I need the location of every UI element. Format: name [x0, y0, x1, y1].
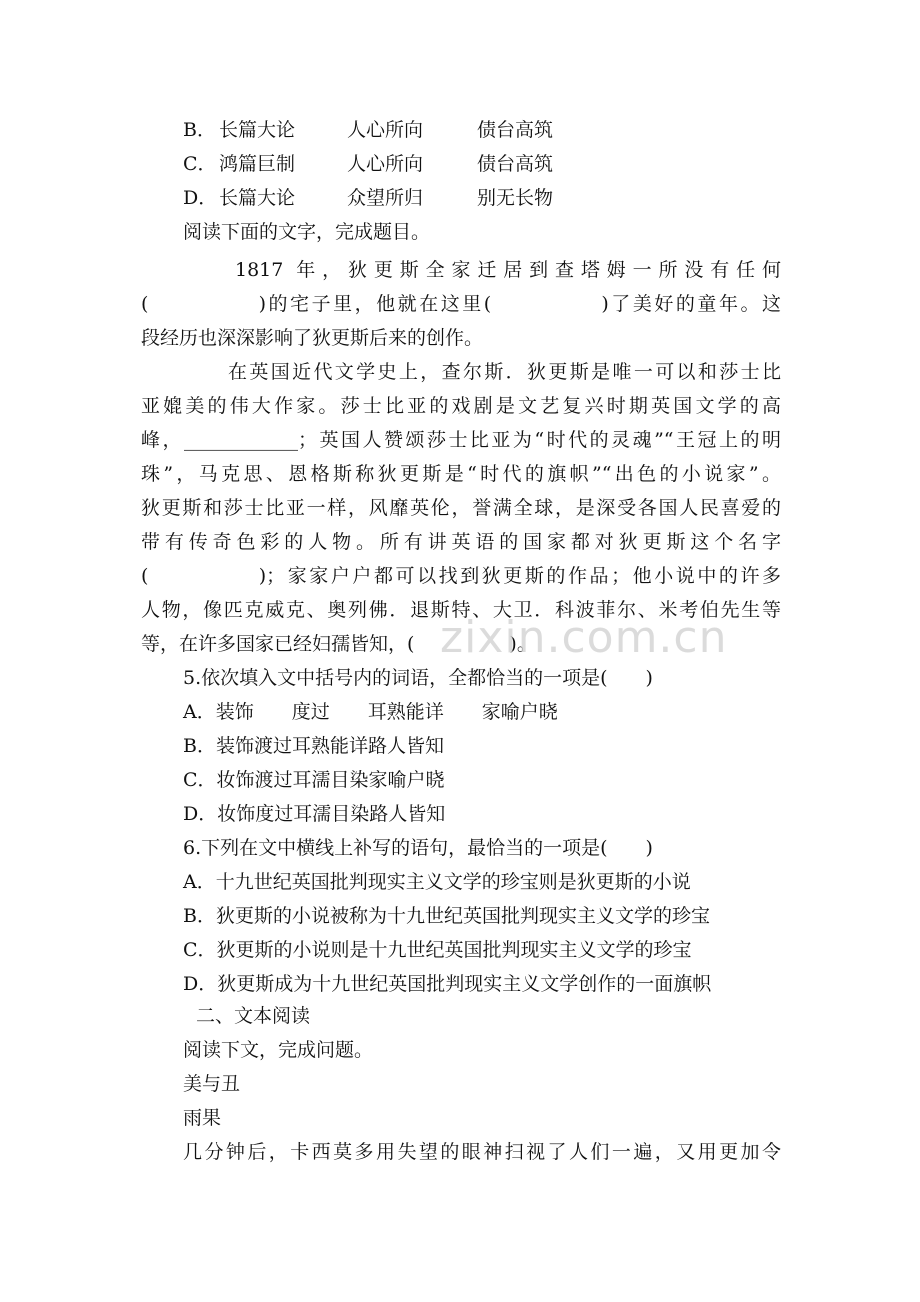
passage-p2-line7: ( )；家家户户都可以找到狄更斯的作品；他小说中的许多 [141, 565, 781, 587]
option-word: 人心所向 [347, 153, 424, 175]
passage-p1-line2: ( )的宅子里，他就在这里( )了美好的童年。这 [141, 293, 781, 315]
question-6-option-a: A．十九世纪英国批判现实主义文学的珍宝则是狄更斯的小说 [183, 871, 691, 893]
option-letter: B． [183, 119, 216, 141]
passage-p2-line9: 等，在许多国家已经妇孺皆知，( )。 [141, 633, 536, 655]
question-6-option-b: B．狄更斯的小说被称为十九世纪英国批判现实主义文学的珍宝 [183, 905, 710, 927]
question-5-option-a: A．装饰 度过 耳熟能详 家喻户晓 [183, 701, 558, 723]
passage-p2-line4: 珠”，马克思、恩格斯称狄更斯是“时代的旗帜”“出色的小说家”。 [141, 463, 781, 485]
option-word: 长篇大论 [219, 119, 296, 141]
instruction-2: 阅读下文，完成问题。 [183, 1039, 374, 1061]
question-5-option-c: C．妆饰渡过耳濡目染家喻户晓 [183, 769, 445, 791]
option-c-top [183, 152, 553, 176]
story-author: 雨果 [183, 1107, 222, 1129]
option-word: 债台高筑 [477, 153, 554, 175]
passage-p1-line1: 1817 年，狄更斯全家迁居到查塔姆一所没有任何 [235, 259, 781, 281]
passage-p2-line6: 带有传奇色彩的人物。所有讲英语的国家都对狄更斯这个名字 [141, 531, 781, 553]
question-5-option-b: B．装饰渡过耳熟能详路人皆知 [183, 735, 444, 757]
story-title: 美与丑 [183, 1073, 241, 1095]
option-letter: D． [183, 187, 218, 209]
question-5-option-d: D．妆饰度过耳濡目染路人皆知 [183, 803, 446, 825]
question-6-option-c: C．狄更斯的小说则是十九世纪英国批判现实主义文学的珍宝 [183, 939, 692, 961]
section-2-heading: 二、文本阅读 [196, 1005, 311, 1027]
passage-p2-line8: 人物，像匹克威克、奥列佛．退斯特、大卫．科波菲尔、米考伯先生等 [141, 599, 781, 621]
story-line1: 几分钟后，卡西莫多用失望的眼神扫视了人们一遍，又用更加令 [183, 1141, 781, 1163]
option-word: 长篇大论 [219, 187, 296, 209]
watermark: zixin.com.cn [440, 612, 728, 663]
question-5-stem: 5.依次填入文中括号内的词语，全都恰当的一项是( ) [183, 667, 653, 689]
option-word: 鸿篇巨制 [219, 153, 296, 175]
passage-p2-line1: 在英国近代文学史上，查尔斯．狄更斯是唯一可以和莎士比 [228, 361, 781, 383]
option-letter: C． [183, 153, 217, 175]
option-word: 债台高筑 [477, 119, 554, 141]
passage-p2-line5: 狄更斯和莎士比亚一样，风靡英伦，誉满全球，是深受各国人民喜爱的 [141, 497, 781, 519]
option-b-top [183, 118, 553, 142]
question-6-option-d: D．狄更斯成为十九世纪英国批判现实主义文学创作的一面旗帜 [183, 973, 712, 995]
passage-p2-line2: 亚媲美的伟大作家。莎士比亚的戏剧是文艺复兴时期英国文学的高 [141, 395, 781, 417]
option-word: 人心所向 [347, 119, 424, 141]
option-word: 众望所归 [347, 187, 424, 209]
question-6-stem: 6.下列在文中横线上补写的语句，最恰当的一项是( ) [183, 837, 653, 859]
option-word: 别无长物 [477, 187, 554, 209]
instruction-1: 阅读下面的文字，完成题目。 [183, 221, 431, 243]
option-d-top [183, 186, 553, 210]
passage-p2-line3: 峰，____________；英国人赞颂莎士比亚为“时代的灵魂”“王冠上的明 [141, 429, 781, 451]
passage-p1-line3: 段经历也深深影响了狄更斯后来的创作。 [141, 327, 484, 349]
